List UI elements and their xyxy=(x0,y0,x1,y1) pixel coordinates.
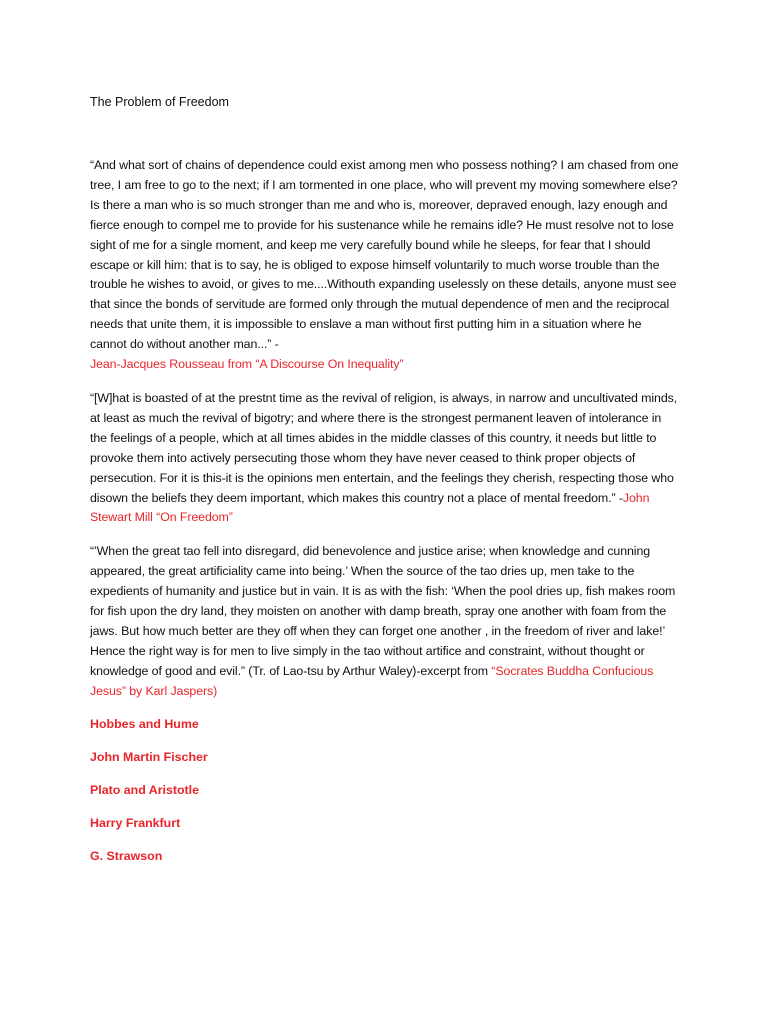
topic-item: G. Strawson xyxy=(90,848,163,863)
quote-citation: “Socrates Buddha Confucious Jesus” by Karl Jaspers) xyxy=(90,663,654,698)
quote-rousseau xyxy=(90,156,680,375)
quote-lao-tsu xyxy=(90,542,680,701)
topic-item: Plato and Aristotle xyxy=(90,782,200,797)
quote-citation: John Stewart Mill “On Freedom” xyxy=(90,490,650,525)
quote-text: “And what sort of chains of dependence could exist among men who possess nothing? I am chased from one tree, I am free to go to the next; if I am tormented in one place, who will prevent my moving somewhere else? Is there a man who is so much stronger than me and who is, moreover, depraved enough, lazy enough and fierce enough to compel me to provide for his sustenance while he remains idle? He must resolve not to lose sight of me for a single moment, and keep me very carefully bound while he sleeps, for fear that I should escape or kill him: that is to say, he is obliged to expose himself voluntarily to much worse trouble than the trouble he wishes to avoid, or gives to me....Withouth expanding uselessly on these details, anyone must see that since the bonds of servitude are formed only through the mutual dependence of men and the reciprocal needs that unite them, it is impossible to enslave a man without first putting him in a situation where he cannot do without another man...” - xyxy=(90,158,679,352)
quote-text: “’When the great tao fell into disregard, did benevolence and justice arise; when knowledge and cunning appeared, the great artificiality came into being.’ When the source of the tao dries up, men take to the expedients of humanity and justice but in vain. It is as with the fish: ‘When the pool dries up, fish makes room for fish upon the dry land, they moisten on another with damp breath, spray one another with foam from the jaws. But how much better are they off when they can forget one another , in the freedom of river and lake!’ Hence the right way is for men to live simply in the tao without artifice and constraint, without thought or knowledge of good and evil.” (Tr. of Lao-tsu by Arthur Waley)-excerpt from xyxy=(90,544,676,678)
topic-item: Hobbes and Hume xyxy=(90,716,199,731)
quote-text: “[W]hat is boasted of at the prestnt time as the revival of religion, is always, in narrow and uncultivated minds, at least as much the revival of bigotry; and where there is the strongest permanent leaven of intolerance in the feelings of a people, which at all times abides in the middle classes of this country, it needs but little to provoke them into actively persecuting those whom they have never ceased to think proper objects of persecution. For it is this-it is the opinions men entertain, and the feelings they cherish, respecting those who disown the beliefs they deem important, which makes this country not a place of mental freedom.” - xyxy=(90,390,678,505)
topic-item: Harry Frankfurt xyxy=(90,815,181,830)
topic-item: John Martin Fischer xyxy=(90,749,208,764)
document-page xyxy=(90,94,680,881)
quote-mill xyxy=(90,389,680,528)
document-title: The Problem of Freedom xyxy=(90,95,229,109)
quote-citation: Jean-Jacques Rousseau from “A Discourse On Inequality” xyxy=(90,357,404,372)
topic-list xyxy=(90,716,680,864)
